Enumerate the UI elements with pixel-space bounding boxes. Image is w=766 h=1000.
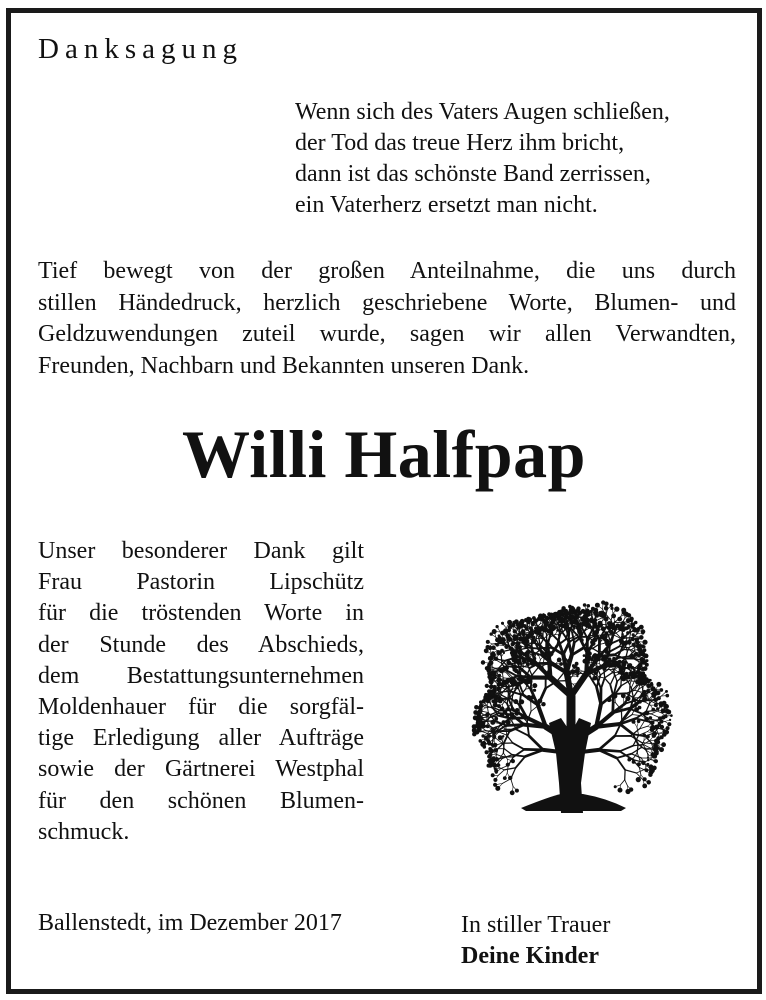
signature-block bbox=[461, 910, 610, 972]
place-date: Ballenstedt, im Dezember 2017 bbox=[38, 910, 342, 936]
message-line: Geldzuwendungen zuteil wurde, sagen wir allen Verwandten, bbox=[38, 321, 736, 347]
message-line: Freunden, Nachbarn und Bekannten unseren Dank. bbox=[38, 352, 530, 379]
poem-line: dann ist das schönste Band zerrissen, bbox=[295, 161, 651, 187]
thanks-line: der Stunde des Abschieds, bbox=[38, 631, 364, 658]
poem-line: der Tod das treue Herz ihm bricht, bbox=[295, 130, 625, 156]
thanks-line: tige Erledigung aller Aufträge bbox=[38, 725, 364, 752]
heading: Danksagung bbox=[38, 33, 243, 65]
poem-line: ein Vaterherz ersetzt man nicht. bbox=[295, 192, 598, 218]
thanks-line: schmuck. bbox=[38, 818, 130, 845]
poem-line: Wenn sich des Vaters Augen schließen, bbox=[295, 99, 670, 125]
message-line: Tief bewegt von der großen Anteilnahme, die uns durch bbox=[38, 258, 736, 284]
obituary-notice bbox=[6, 8, 762, 994]
message-line: stillen Händedruck, herzlich geschriebene Worte, Blumen- und bbox=[38, 289, 736, 316]
thank-you-message bbox=[38, 256, 736, 382]
deceased-name: Willi Halfpap bbox=[182, 416, 586, 492]
thanks-line: sowie der Gärtnerei Westphal bbox=[38, 756, 364, 783]
thanks-line: für den schönen Blumen- bbox=[38, 787, 364, 814]
mourning-line: In stiller Trauer bbox=[461, 912, 611, 938]
thanks-line: für die tröstenden Worte in bbox=[38, 600, 364, 627]
thanks-line: Moldenhauer für die sorgfäl- bbox=[38, 694, 364, 721]
thanks-line: dem Bestattungsunternehmen bbox=[38, 662, 364, 689]
special-thanks bbox=[38, 536, 364, 848]
thanks-line: Frau Pastorin Lipschütz bbox=[38, 569, 364, 596]
tree-icon bbox=[421, 558, 721, 813]
thanks-line: Unser besonderer Dank gilt bbox=[38, 538, 364, 564]
signature: Deine Kinder bbox=[461, 943, 599, 969]
poem bbox=[295, 97, 670, 221]
